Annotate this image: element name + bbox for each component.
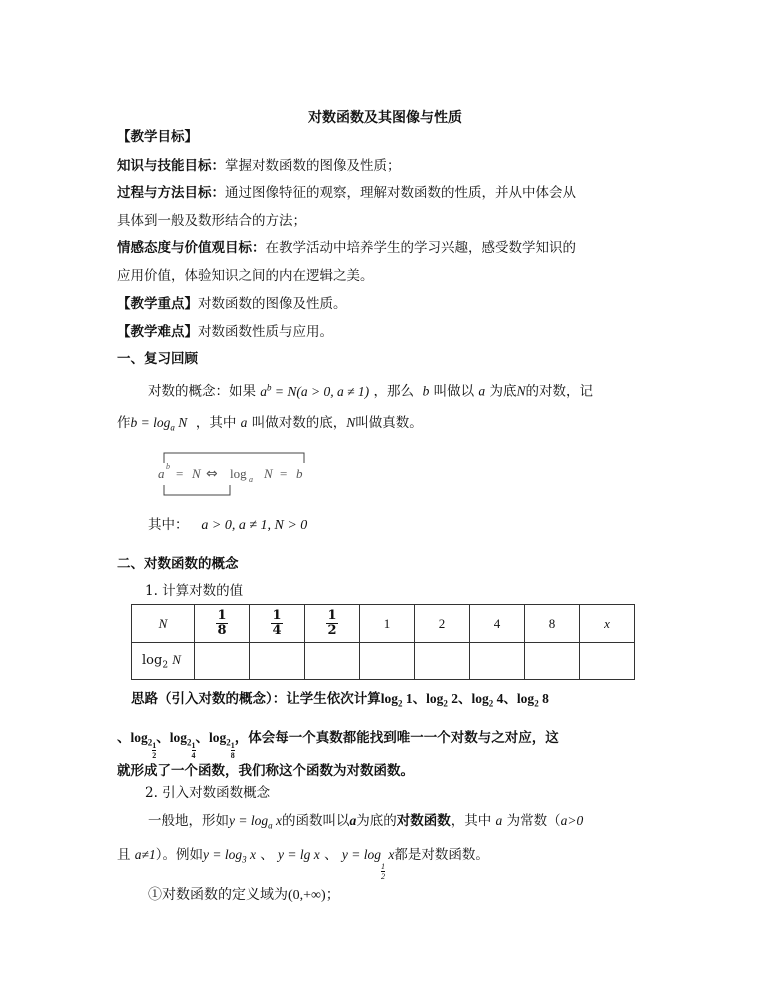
concept-text-6: 作	[117, 415, 131, 431]
svg-text:N: N	[264, 466, 273, 481]
concept-text-7: ，其中	[195, 415, 237, 431]
definition-line2: 且 a≠1）。例如$y = \log_3 x$ 、 y = lg x 、 y = log $\frac{1}{2}$ x都是对数函数。	[117, 847, 489, 881]
table-header-N: N	[132, 605, 195, 643]
table-cell-empty	[580, 643, 635, 680]
domain-text: ①对数函数的定义域为	[148, 887, 288, 903]
log-concept-line1	[148, 378, 593, 401]
def-text-5: ，其中	[450, 813, 492, 829]
goal3-text-b: 应用价值，体验知识之间的内在逻辑之美。	[117, 268, 374, 284]
goal3-label: 情感态度与价值观目标：	[117, 240, 266, 256]
subsection-introduce: 2. 引入对数函数概念	[145, 785, 271, 801]
table-cell-empty	[525, 643, 580, 680]
def-text-3: 为底的	[356, 813, 397, 829]
table-cell: 4	[470, 605, 525, 643]
def-var-a: a	[349, 813, 357, 828]
svg-text:=: =	[280, 466, 288, 481]
table-cell-one-eighth: $\frac{1}{8}$	[195, 605, 250, 643]
goal2-label: 过程与方法目标：	[117, 185, 225, 201]
goal-emotion	[117, 239, 576, 257]
log-label: log	[142, 652, 163, 668]
svg-text:=: =	[176, 466, 184, 481]
def-term: 对数函数	[396, 813, 451, 829]
table-cell-empty	[250, 643, 305, 680]
section-review: 一、复习回顾	[117, 351, 198, 367]
log-values-table	[131, 604, 635, 680]
table-cell: 1	[360, 605, 415, 643]
def-text-1: 一般地，形如	[148, 813, 229, 829]
example-lg: y = lg x	[278, 847, 320, 862]
def-text-b4: 都是对数函数。	[394, 847, 489, 863]
table-cell: 8	[525, 605, 580, 643]
page-title: 对数函数及其图像与性质	[308, 110, 462, 126]
concept-text-8: 叫做对数的底，	[251, 415, 347, 431]
var-a: a	[478, 383, 486, 399]
definition-line1	[148, 812, 583, 835]
table-cell: x	[580, 605, 635, 643]
idea-text-b: ，体会每一个真数都能找到唯一一个对数与之对应，这	[234, 730, 559, 746]
def-formula: $y = \log_a x$	[229, 813, 282, 831]
goal-knowledge	[117, 157, 401, 175]
goal3-text-a: 在教学活动中培养学生的学习兴趣，感受数学知识的	[265, 240, 576, 256]
example-log-half: y = log $\frac{1}{2}$ x	[341, 847, 395, 881]
def-var-a2: a	[495, 813, 503, 828]
concept-text-4: 为底	[489, 383, 517, 400]
svg-text:log: log	[230, 466, 247, 481]
idea-text-a: 思路（引入对数的概念）：让学生依次计算	[131, 691, 381, 707]
log-equivalence-diagram	[150, 449, 320, 503]
domain-formula: (0,+∞)	[288, 888, 326, 903]
goal2-text-b: 具体到一般及数形结合的方法；	[117, 213, 306, 229]
svg-text:a: a	[158, 466, 165, 481]
def-text-b3: ）。例如	[155, 847, 203, 863]
table-cell-empty	[305, 643, 360, 680]
table-cell-empty	[470, 643, 525, 680]
goal2-text-a: 通过图像特征的观察，理解对数函数的性质，并从中体会从	[225, 185, 576, 201]
var-N2: N	[346, 415, 356, 430]
diff-text: 对数函数性质与应用。	[198, 324, 333, 340]
svg-text:a: a	[249, 475, 253, 484]
table-header-log2N: $\log_2 N$	[132, 643, 195, 680]
formula-definition: $a^b = N(a > 0$, a ≠ 1)	[260, 382, 370, 399]
def-cond2: a≠1	[134, 847, 156, 862]
goals-heading: 【教学目标】	[117, 129, 198, 145]
table-cell-empty	[415, 643, 470, 680]
idea-line2: 、$\log_2$ $\frac{1}{2}$ 、$\log_2$ $\frac{1}{4}$ 、$\log_2$ $\frac{1}{8}$ ，体会每一个真数都能找到唯一一个对数与之对应，这	[117, 730, 559, 760]
svg-text:N: N	[192, 466, 201, 481]
where-label: 其中：	[148, 517, 189, 533]
def-text-b1: 且	[117, 847, 131, 863]
goal1-label: 知识与技能目标：	[117, 158, 225, 174]
log-concept-line2	[117, 414, 423, 437]
key-point	[117, 295, 347, 313]
idea-line1: 思路（引入对数的概念）：让学生依次计算$\log_2 1$、$\log_2 2$、$\log_2 4$、$\log_2 8$	[131, 691, 549, 709]
section-log-function: 二、对数函数的概念	[117, 556, 239, 572]
def-text-2: 的函数叫以	[281, 813, 350, 829]
svg-text:b: b	[166, 462, 170, 471]
concept-text-2: ，那么	[373, 383, 414, 400]
conditions-line	[148, 516, 307, 535]
table-cell-one-half: $\frac{1}{2}$	[305, 605, 360, 643]
key-text: 对数函数的图像及性质。	[198, 296, 347, 312]
table-row	[132, 643, 635, 680]
diff-label: 【教学难点】	[117, 324, 198, 340]
concept-text-1: 对数的概念：如果	[148, 383, 256, 400]
subsection-compute: 1. 计算对数的值	[145, 583, 244, 599]
var-a2: a	[240, 415, 248, 430]
table-cell: 2	[415, 605, 470, 643]
def-cond1: a>0	[560, 813, 584, 828]
def-text-6: 为常数（	[506, 813, 561, 829]
table-row	[132, 605, 635, 643]
concept-text-5: 的对数，记	[525, 383, 593, 400]
key-label: 【教学重点】	[117, 296, 198, 312]
goal-process	[117, 184, 576, 202]
svg-text:b: b	[296, 466, 303, 481]
var-N: N	[516, 383, 526, 399]
example-log3: $y = \log_3 x$	[202, 847, 256, 865]
table-cell-empty	[195, 643, 250, 680]
idea-text-c: 就形成了一个函数，我们称这个函数为对数函数。	[117, 763, 414, 779]
var-b: b	[422, 383, 430, 399]
svg-text:⇔: ⇔	[206, 466, 218, 482]
formula-log: $b = \log_a N$	[130, 415, 188, 433]
domain-line: ①对数函数的定义域为(0,+∞)；	[148, 887, 340, 903]
concept-text-9: 叫做真数。	[355, 415, 423, 431]
table-cell-empty	[360, 643, 415, 680]
difficult-point	[117, 323, 333, 341]
goal1-text: 掌握对数函数的图像及性质；	[225, 158, 401, 174]
conditions-formula: a > 0, a ≠ 1, N > 0	[201, 518, 308, 533]
concept-text-3: 叫做以	[433, 383, 475, 400]
table-cell-one-quarter: $\frac{1}{4}$	[250, 605, 305, 643]
